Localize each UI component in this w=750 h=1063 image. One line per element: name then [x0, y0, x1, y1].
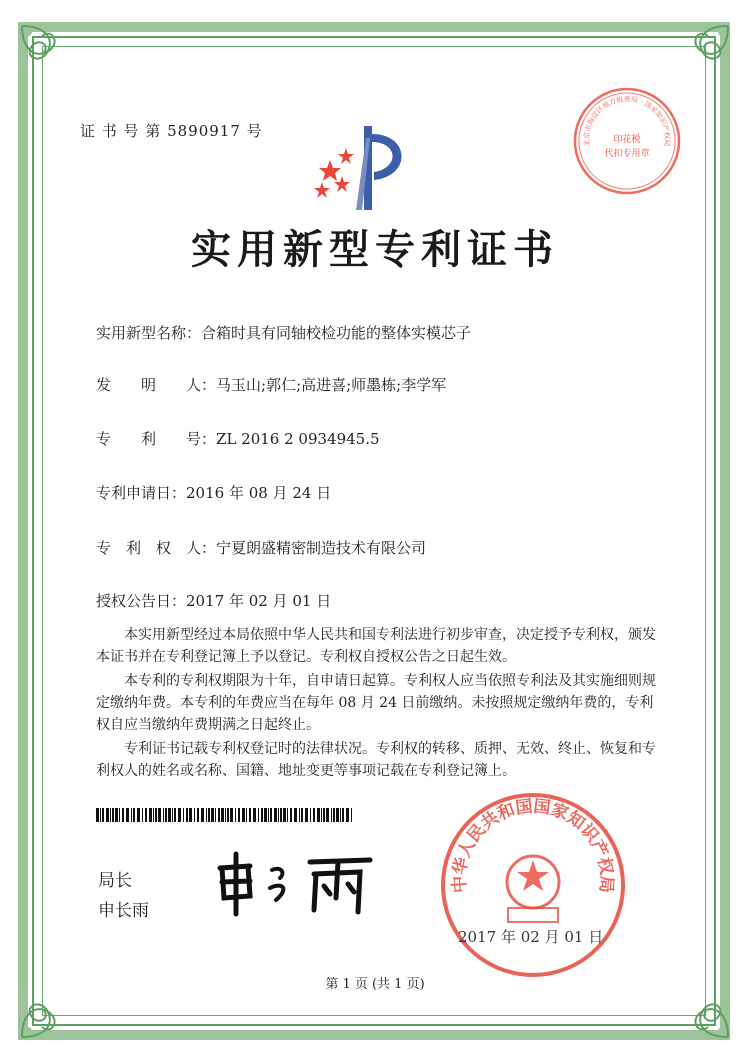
- certificate-title: 实用新型专利证书: [191, 226, 559, 273]
- patent-office-logo-icon: [300, 118, 430, 218]
- barcode-bar: [145, 808, 147, 822]
- barcode-bar: [270, 808, 272, 822]
- field-value: 合箱时具有同轴校检功能的整体实模芯子: [201, 324, 472, 342]
- barcode-bar: [215, 808, 216, 822]
- svg-text:代扣专用章: 代扣专用章: [604, 149, 650, 159]
- barcode-bar: [119, 808, 120, 822]
- barcode-bar: [290, 808, 292, 822]
- barcode-bar: [208, 808, 210, 822]
- barcode-bar: [178, 808, 181, 822]
- national-ip-office-seal-icon: [438, 790, 628, 980]
- barcode-bar: [110, 808, 111, 822]
- field-label: 发 明 人：: [96, 376, 217, 394]
- barcode-bar: [351, 808, 352, 822]
- corner-ornament-icon: [664, 20, 734, 90]
- barcode-bar: [264, 808, 267, 822]
- barcode-bar: [278, 808, 279, 822]
- field-patentee: [96, 537, 426, 558]
- field-value: 宁夏朗盛精密制造技术有限公司: [216, 539, 427, 557]
- barcode-bar: [165, 808, 167, 822]
- barcode-bar: [158, 808, 161, 822]
- director-name: 申长雨: [98, 901, 149, 921]
- barcode-bar: [235, 808, 236, 822]
- barcode-bar: [115, 808, 118, 822]
- barcode-bar: [246, 808, 247, 822]
- barcode-bar: [331, 808, 332, 822]
- barcode-bar: [153, 808, 154, 822]
- barcode-bar: [283, 808, 286, 822]
- svg-text:北京市海淀区地方税务局 · 国家知识产权局: 北京市海淀区地方税务局 · 国家知识产权局: [582, 95, 672, 147]
- barcode-bar: [294, 808, 297, 822]
- barcode-bar: [346, 808, 349, 822]
- barcode-bar: [305, 808, 308, 822]
- barcode-bar: [194, 808, 195, 822]
- barcode-bar: [323, 808, 325, 822]
- page-footer: 第 1 页 (共 1 页): [325, 977, 425, 992]
- barcode-bar: [336, 808, 339, 822]
- barcode-bar: [321, 808, 322, 822]
- barcode-bar: [274, 808, 277, 822]
- barcode-bar: [137, 808, 140, 822]
- barcode-bar: [168, 808, 171, 822]
- svg-text:印花税: 印花税: [613, 135, 641, 145]
- body-paragraph: 本实用新型经过本局依照中华人民共和国专利法进行初步审查，决定授予专利权，颁发本证书并在专利登记簿上予以登记。专利权自授权公告之日起生效。: [96, 627, 656, 665]
- barcode-bar: [221, 808, 224, 822]
- field-label: 专 利 权 人：: [96, 539, 217, 557]
- field-grant-date: [96, 590, 331, 611]
- barcode-icon: [96, 808, 356, 822]
- field-application-date: [96, 482, 331, 503]
- field-utility-model-name: [96, 322, 471, 343]
- barcode-bar: [149, 808, 152, 822]
- barcode-bar: [155, 808, 157, 822]
- field-inventors: [96, 374, 446, 395]
- barcode-bar: [189, 808, 192, 822]
- barcode-bar: [326, 808, 329, 822]
- barcode-bar: [301, 808, 303, 822]
- barcode-bar: [201, 808, 204, 822]
- barcode-bar: [313, 808, 315, 822]
- field-value: 2016 年 08 月 24 日: [186, 484, 332, 502]
- field-label: 实用新型名称：: [96, 324, 202, 342]
- barcode-bar: [102, 808, 104, 822]
- barcode-bar: [186, 808, 188, 822]
- barcode-bar: [96, 808, 99, 822]
- field-label: 授权公告日：: [96, 592, 187, 610]
- barcode-bar: [261, 808, 263, 822]
- field-value: 马玉山;郭仁;高进喜;师墨栋;李学军: [216, 376, 447, 394]
- barcode-bar: [206, 808, 207, 822]
- field-label: 专 利 号：: [96, 430, 217, 448]
- barcode-bar: [131, 808, 132, 822]
- director-title: 局长: [98, 871, 132, 891]
- issue-date: 2017 年 02 月 01 日: [458, 928, 604, 946]
- barcode-bar: [122, 808, 124, 822]
- barcode-bar: [126, 808, 129, 822]
- barcode-bar: [253, 808, 256, 822]
- svg-text:中华人民共和国国家知识产权局: 中华人民共和国国家知识产权局: [449, 796, 617, 894]
- barcode-bar: [142, 808, 143, 822]
- barcode-bar: [218, 808, 220, 822]
- barcode-bar: [183, 808, 184, 822]
- barcode-bar: [197, 808, 199, 822]
- corner-ornament-icon: [16, 20, 86, 90]
- barcode-bar: [280, 808, 282, 822]
- barcode-bar: [310, 808, 311, 822]
- barcode-bar: [227, 808, 229, 822]
- certificate-body: [96, 624, 656, 784]
- barcode-bar: [299, 808, 300, 822]
- barcode-bar: [230, 808, 233, 822]
- barcode-bar: [112, 808, 114, 822]
- stamp-duty-seal-icon: [572, 86, 682, 196]
- barcode-bar: [100, 808, 101, 822]
- barcode-bar: [249, 808, 251, 822]
- barcode-bar: [163, 808, 164, 822]
- certificate-number: 证 书 号 第 5890917 号: [80, 122, 263, 140]
- barcode-bar: [342, 808, 344, 822]
- field-value: 2017 年 02 月 01 日: [186, 592, 332, 610]
- field-value: ZL 2016 2 0934945.5: [216, 430, 380, 448]
- body-paragraph: 本专利的专利权期限为十年，自申请日起算。专利权人应当依照专利法及其实施细则规定缴纳年费。本专利的年费应当在每年 08 月 24 日前缴纳。未按照规定缴纳年费的，专利权自应当缴纳年费期满之日起终止。: [96, 673, 656, 733]
- barcode-bar: [133, 808, 135, 822]
- barcode-bar: [333, 808, 335, 822]
- field-label: 专利申请日：: [96, 484, 187, 502]
- barcode-bar: [106, 808, 109, 822]
- barcode-bar: [287, 808, 288, 822]
- barcode-bar: [242, 808, 245, 822]
- barcode-bar: [268, 808, 269, 822]
- barcode-bar: [174, 808, 176, 822]
- barcode-bar: [340, 808, 341, 822]
- barcode-bar: [225, 808, 226, 822]
- barcode-bar: [317, 808, 320, 822]
- field-patent-number: [96, 428, 380, 449]
- barcode-bar: [211, 808, 214, 822]
- signature-icon: [210, 848, 380, 918]
- barcode-bar: [238, 808, 240, 822]
- barcode-bar: [172, 808, 173, 822]
- barcode-bar: [258, 808, 259, 822]
- body-paragraph: 专利证书记载专利权登记时的法律状况。专利权的转移、质押、无效、终止、恢复和专利权人的姓名或名称、国籍、地址变更等事项记载在专利登记簿上。: [96, 741, 656, 779]
